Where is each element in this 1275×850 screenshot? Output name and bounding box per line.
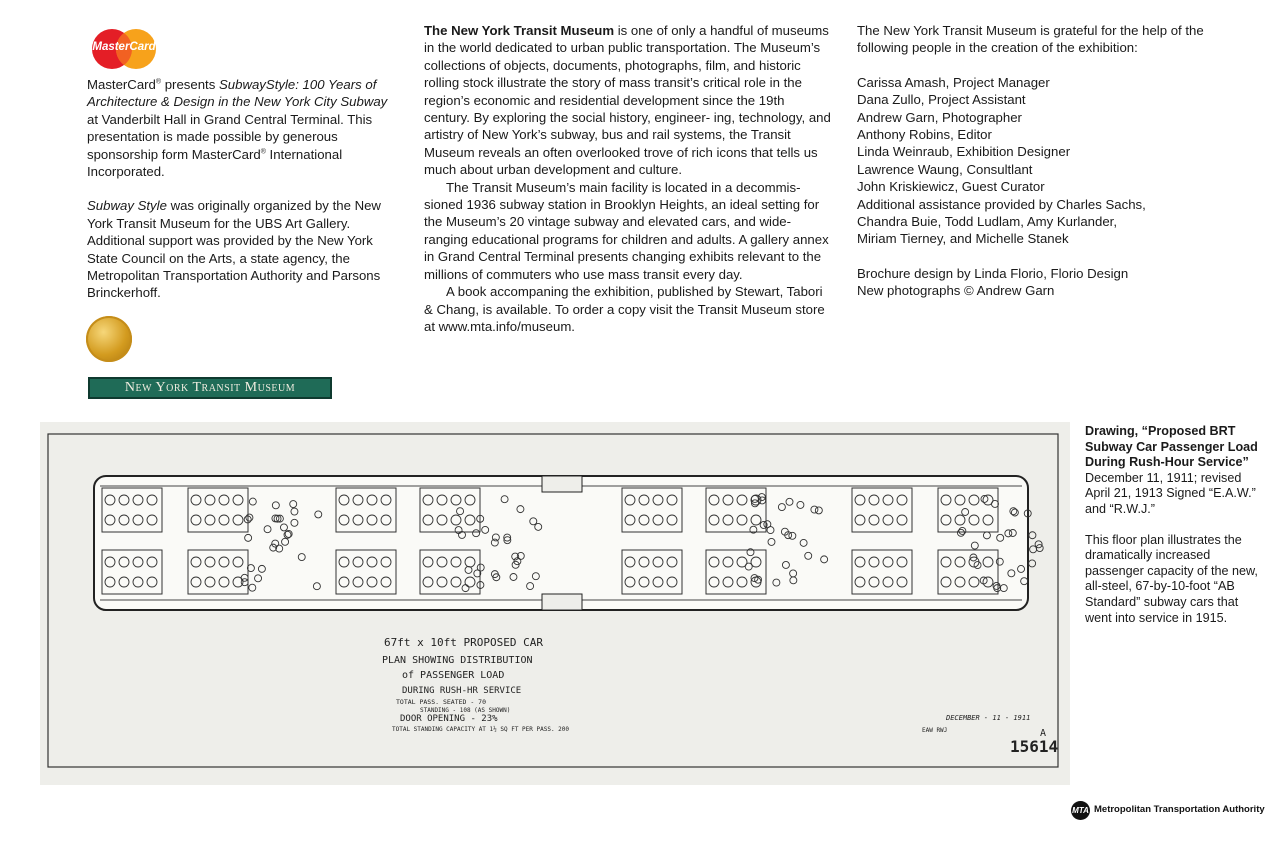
drawing-letter: A bbox=[1040, 728, 1047, 739]
credit-line: Chandra Buie, Todd Ludlam, Amy Kurlander, bbox=[857, 214, 1117, 230]
credit-line: Andrew Garn, Photographer bbox=[857, 109, 1022, 125]
standing-passenger bbox=[1029, 532, 1036, 539]
photo-credit: New photographs © Andrew Garn bbox=[857, 283, 1055, 299]
caption-dates: December 11, 1911; revised April 21, 1913 Signed “E.A.W.” and “R.W.J.” bbox=[1085, 470, 1256, 516]
exhibition-short-title: Subway Style bbox=[87, 198, 167, 214]
drawing-subtitle: DURING RUSH-HR SERVICE bbox=[402, 686, 522, 696]
caption-title: Drawing, “Proposed BRT Subway Car Passenger Load During Rush-Hour Service” bbox=[1085, 424, 1258, 470]
drawing-subtitle: of PASSENGER LOAD bbox=[402, 670, 505, 681]
credit-line: Lawrence Waung, Consultlant bbox=[857, 161, 1033, 177]
drawing-title: 67ft x 10ft PROPOSED CAR bbox=[384, 636, 543, 649]
sponsor-paragraph bbox=[87, 76, 397, 180]
credit-line: Additional assistance provided by Charles Sachs, bbox=[857, 196, 1146, 212]
mastercard-logo bbox=[88, 27, 160, 71]
drawing-subtitle: PLAN SHOWING DISTRIBUTION bbox=[382, 655, 533, 666]
sponsor-text: at Vanderbilt Hall in Grand Central Terminal. This presentation is made possible by generous sponsorship form MasterCard bbox=[87, 111, 373, 162]
credit-line: John Kriskiewicz, Guest Curator bbox=[857, 179, 1045, 195]
gold-seal-logo bbox=[86, 316, 132, 362]
mta-logo-icon: MTA bbox=[1071, 801, 1090, 820]
museum-name: The New York Transit Museum bbox=[424, 23, 615, 38]
credit-line: Anthony Robins, Editor bbox=[857, 127, 992, 143]
credit-line: Linda Weinraub, Exhibition Designer bbox=[857, 144, 1071, 160]
standing-passenger bbox=[1029, 560, 1036, 567]
credit-line: Dana Zullo, Project Assistant bbox=[857, 92, 1026, 108]
registered-mark: ® bbox=[155, 78, 162, 86]
mastercard-logo-text: MasterCard bbox=[92, 41, 156, 53]
sponsor-text: International Incorporated. bbox=[87, 146, 343, 180]
origin-text: was originally organized by the New York Transit Museum for the UBS Art Gallery. Additional support was provided by the New York State Council on the Arts, a state agency, the Metropolitan Transportation Authority and Parsons Brinckerhoff. bbox=[87, 198, 381, 301]
credit-line: Miriam Tierney, and Michelle Stanek bbox=[857, 231, 1069, 247]
drawing-number: 15614 bbox=[1010, 737, 1059, 756]
registered-mark: ® bbox=[260, 148, 266, 156]
caption-description: This floor plan illustrates the dramatically increased passenger capacity of the new, all-steel, 67-by-10-foot “AB Standard” subway cars that went into service in 1915. bbox=[1085, 532, 1258, 625]
floor-plan-drawing bbox=[40, 422, 1070, 785]
mta-name: Metropolitan Transportation Authority bbox=[1094, 804, 1265, 815]
drawing-initials: EAW RWJ bbox=[922, 727, 948, 734]
drawing-caption bbox=[1085, 424, 1260, 626]
brochure-design-credit: Brochure design by Linda Florio, Florio Design bbox=[857, 265, 1129, 281]
car-outline bbox=[94, 476, 1028, 610]
credit-line: Carissa Amash, Project Manager bbox=[857, 74, 1050, 90]
drawing-stat: TOTAL STANDING CAPACITY AT 1½ SQ FT PER PASS. 200 bbox=[392, 726, 570, 733]
sponsor-column bbox=[87, 76, 397, 302]
standing-passenger bbox=[1030, 546, 1037, 553]
museum-intro-text: is one of only a handful of museums in the world dedicated to urban public transportation. The Museum’s collections of objects, documents, photographs, film, and historic rolling stock illustrate the story of mass transit’s critical role in the region’s economic and residential development since the 19th century. By exploring the social history, engineer- ing, technology, and artistry of New York’s subway, bus and rail systems, the Transit Museum reveals an often overlooked trove of rich icons that tells us much about urban development and culture. bbox=[424, 23, 831, 178]
credits-list bbox=[857, 74, 1257, 248]
sponsor-name: MasterCard bbox=[87, 77, 156, 92]
sponsor-text: presents bbox=[161, 77, 219, 92]
museum-column bbox=[424, 22, 832, 335]
transit-museum-banner: New York Transit Museum bbox=[88, 377, 332, 399]
drawing-stat: DOOR OPENING - 23% bbox=[400, 714, 498, 724]
origin-paragraph bbox=[87, 197, 397, 301]
museum-intro-paragraph bbox=[424, 22, 832, 179]
drawing-stat: TOTAL PASS. SEATED - 70 bbox=[396, 698, 487, 706]
credits-column bbox=[857, 22, 1257, 300]
exhibition-title: SubwayStyle: 100 Years of Architecture & Design in the New York City Subway bbox=[87, 77, 388, 110]
drawing-stat: STANDING - 108 (AS SHOWN) bbox=[420, 707, 511, 714]
museum-facility-paragraph: The Transit Museum’s main facility is located in a decommis- sioned 1936 subway station in Brooklyn Heights, an ideal setting for the Museum’s 20 vintage subway and elevated cars, and wide-ranging educational programs for children and adults. A gallery annex in Grand Central Terminal presents changing exhibits relevant to the millions of commuters who use mass transit every day. bbox=[424, 179, 829, 282]
credits-intro: The New York Transit Museum is grateful for the help of the following people in the creation of the exhibition: bbox=[857, 23, 1204, 56]
museum-book-paragraph: A book accompaning the exhibition, published by Stewart, Tabori & Chang, is available. To order a copy visit the Transit Museum store at www.mta.info/museum. bbox=[424, 284, 825, 334]
drawing-date: DECEMBER - 11 - 1911 bbox=[946, 714, 1031, 722]
